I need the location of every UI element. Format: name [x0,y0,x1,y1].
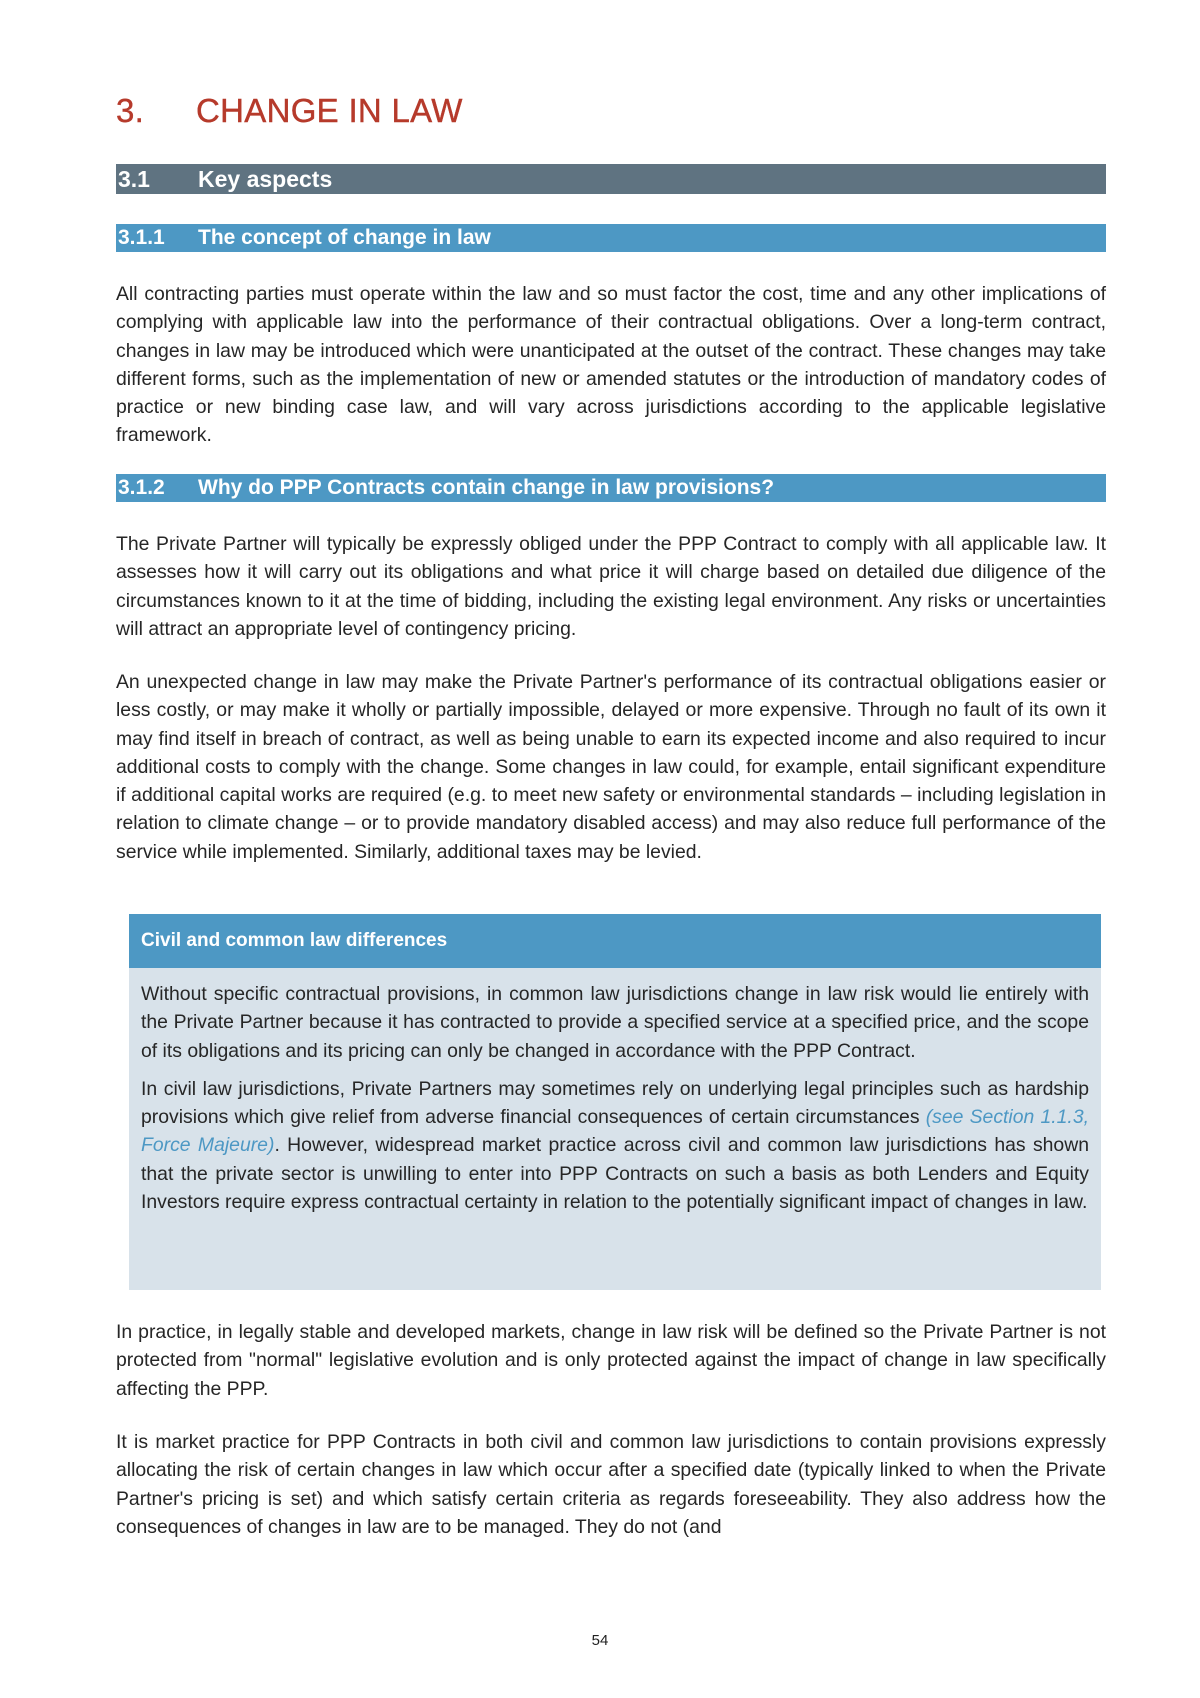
section-title: Key aspects [198,166,333,192]
callout-text: . However, widespread market practice across civil and common law jurisdictions has shown that the private sector is unwilling to enter into PPP Contracts on such a basis as both Lenders and Equity Investors require express contractual certainty in relation to the potentially significant impact of changes in law. [141,1134,1090,1214]
subsection-number: 3.1.1 [118,226,165,249]
callout-title: Civil and common law differences [129,914,1101,968]
paragraph-unexpected-change: An unexpected change in law may make the Private Partner's performance of its contractual obligations easier or less costly, or may make it wholly or partially impossible, delayed or more expensive. Through no fault of its own it may find itself in breach of contract, as well as being unable to earn its expected income and also required to incur additional costs to comply with the change. Some changes in law could, for example, entail significant expenditure if additional capital works are required (e.g. to meet new safety or environmental standards – including legislation in relation to climate change – or to provide mandatory disabled access) and may also reduce full performance of the service while implemented. Similarly, additional taxes may be levied. [116,671,1106,863]
subsection-number: 3.1.2 [118,476,165,499]
chapter-title: CHANGE IN LAW [196,92,463,129]
page-number: 54 [591,1632,609,1649]
subsection-heading-3-1-2 [116,474,1106,502]
callout-text: In civil law jurisdictions, Private Partners may sometimes rely on underlying legal principles such as hardship provisions which give relief from adverse financial consequences of certain circumstances [141,1077,1089,1129]
paragraph-obligations: The Private Partner will typically be expressly obliged under the PPP Contract to comply with all applicable law. It assesses how it will carry out its obligations and what price it will charge based on detailed due diligence of the circumstances known to it at the time of bidding, including the existing legal environment. Any risks or uncertainties will attract an appropriate level of contingency pricing. [116,533,1106,640]
paragraph-concept: All contracting parties must operate within the law and so must factor the cost, time and any other implications of complying with applicable law into the performance of their contractual obligations. Over a long-term contract, changes in law may be introduced which were unanticipated at the outset of the contract. These changes may take different forms, such as the implementation of new or amended statutes or the introduction of mandatory codes of practice or new binding case law, and will vary across jurisdictions according to the applicable legislative framework. [116,283,1106,447]
callout-paragraph-common-law: Without specific contractual provisions, in common law jurisdictions change in law risk would lie entirely with the Private Partner because it has contracted to provide a specified service at a specified price, and the scope of its obligations and its pricing can only be changed in accordance with the PPP Contract. [141,983,1089,1062]
callout-box [129,914,1101,1290]
callout-paragraph-civil-law [129,1075,1101,1216]
subsection-title: Why do PPP Contracts contain change in law provisions? [198,476,775,499]
section-heading-3-1 [116,164,1106,194]
chapter-number: 3. [116,92,145,129]
section-cross-reference-link[interactable]: (see Section 1.1.3, Force Majeure) [141,1106,1089,1157]
subsection-title: The concept of change in law [198,226,491,249]
section-number: 3.1 [118,166,150,192]
subsection-heading-3-1-1 [116,224,1106,252]
paragraph-in-practice: In practice, in legally stable and developed markets, change in law risk will be defined so the Private Partner is not protected from "normal" legislative evolution and is only protected against the impact of change in law specifically affecting the PPP. [116,1321,1106,1400]
chapter-heading [116,92,463,130]
paragraph-market-practice: It is market practice for PPP Contracts in both civil and common law jurisdictions to contain provisions expressly allocating the risk of certain changes in law which occur after a specified date (typically linked to when the Private Partner's pricing is set) and which satisfy certain criteria as regards foreseeability. They also address how the consequences of changes in law are to be managed. They do not (and [116,1431,1106,1538]
